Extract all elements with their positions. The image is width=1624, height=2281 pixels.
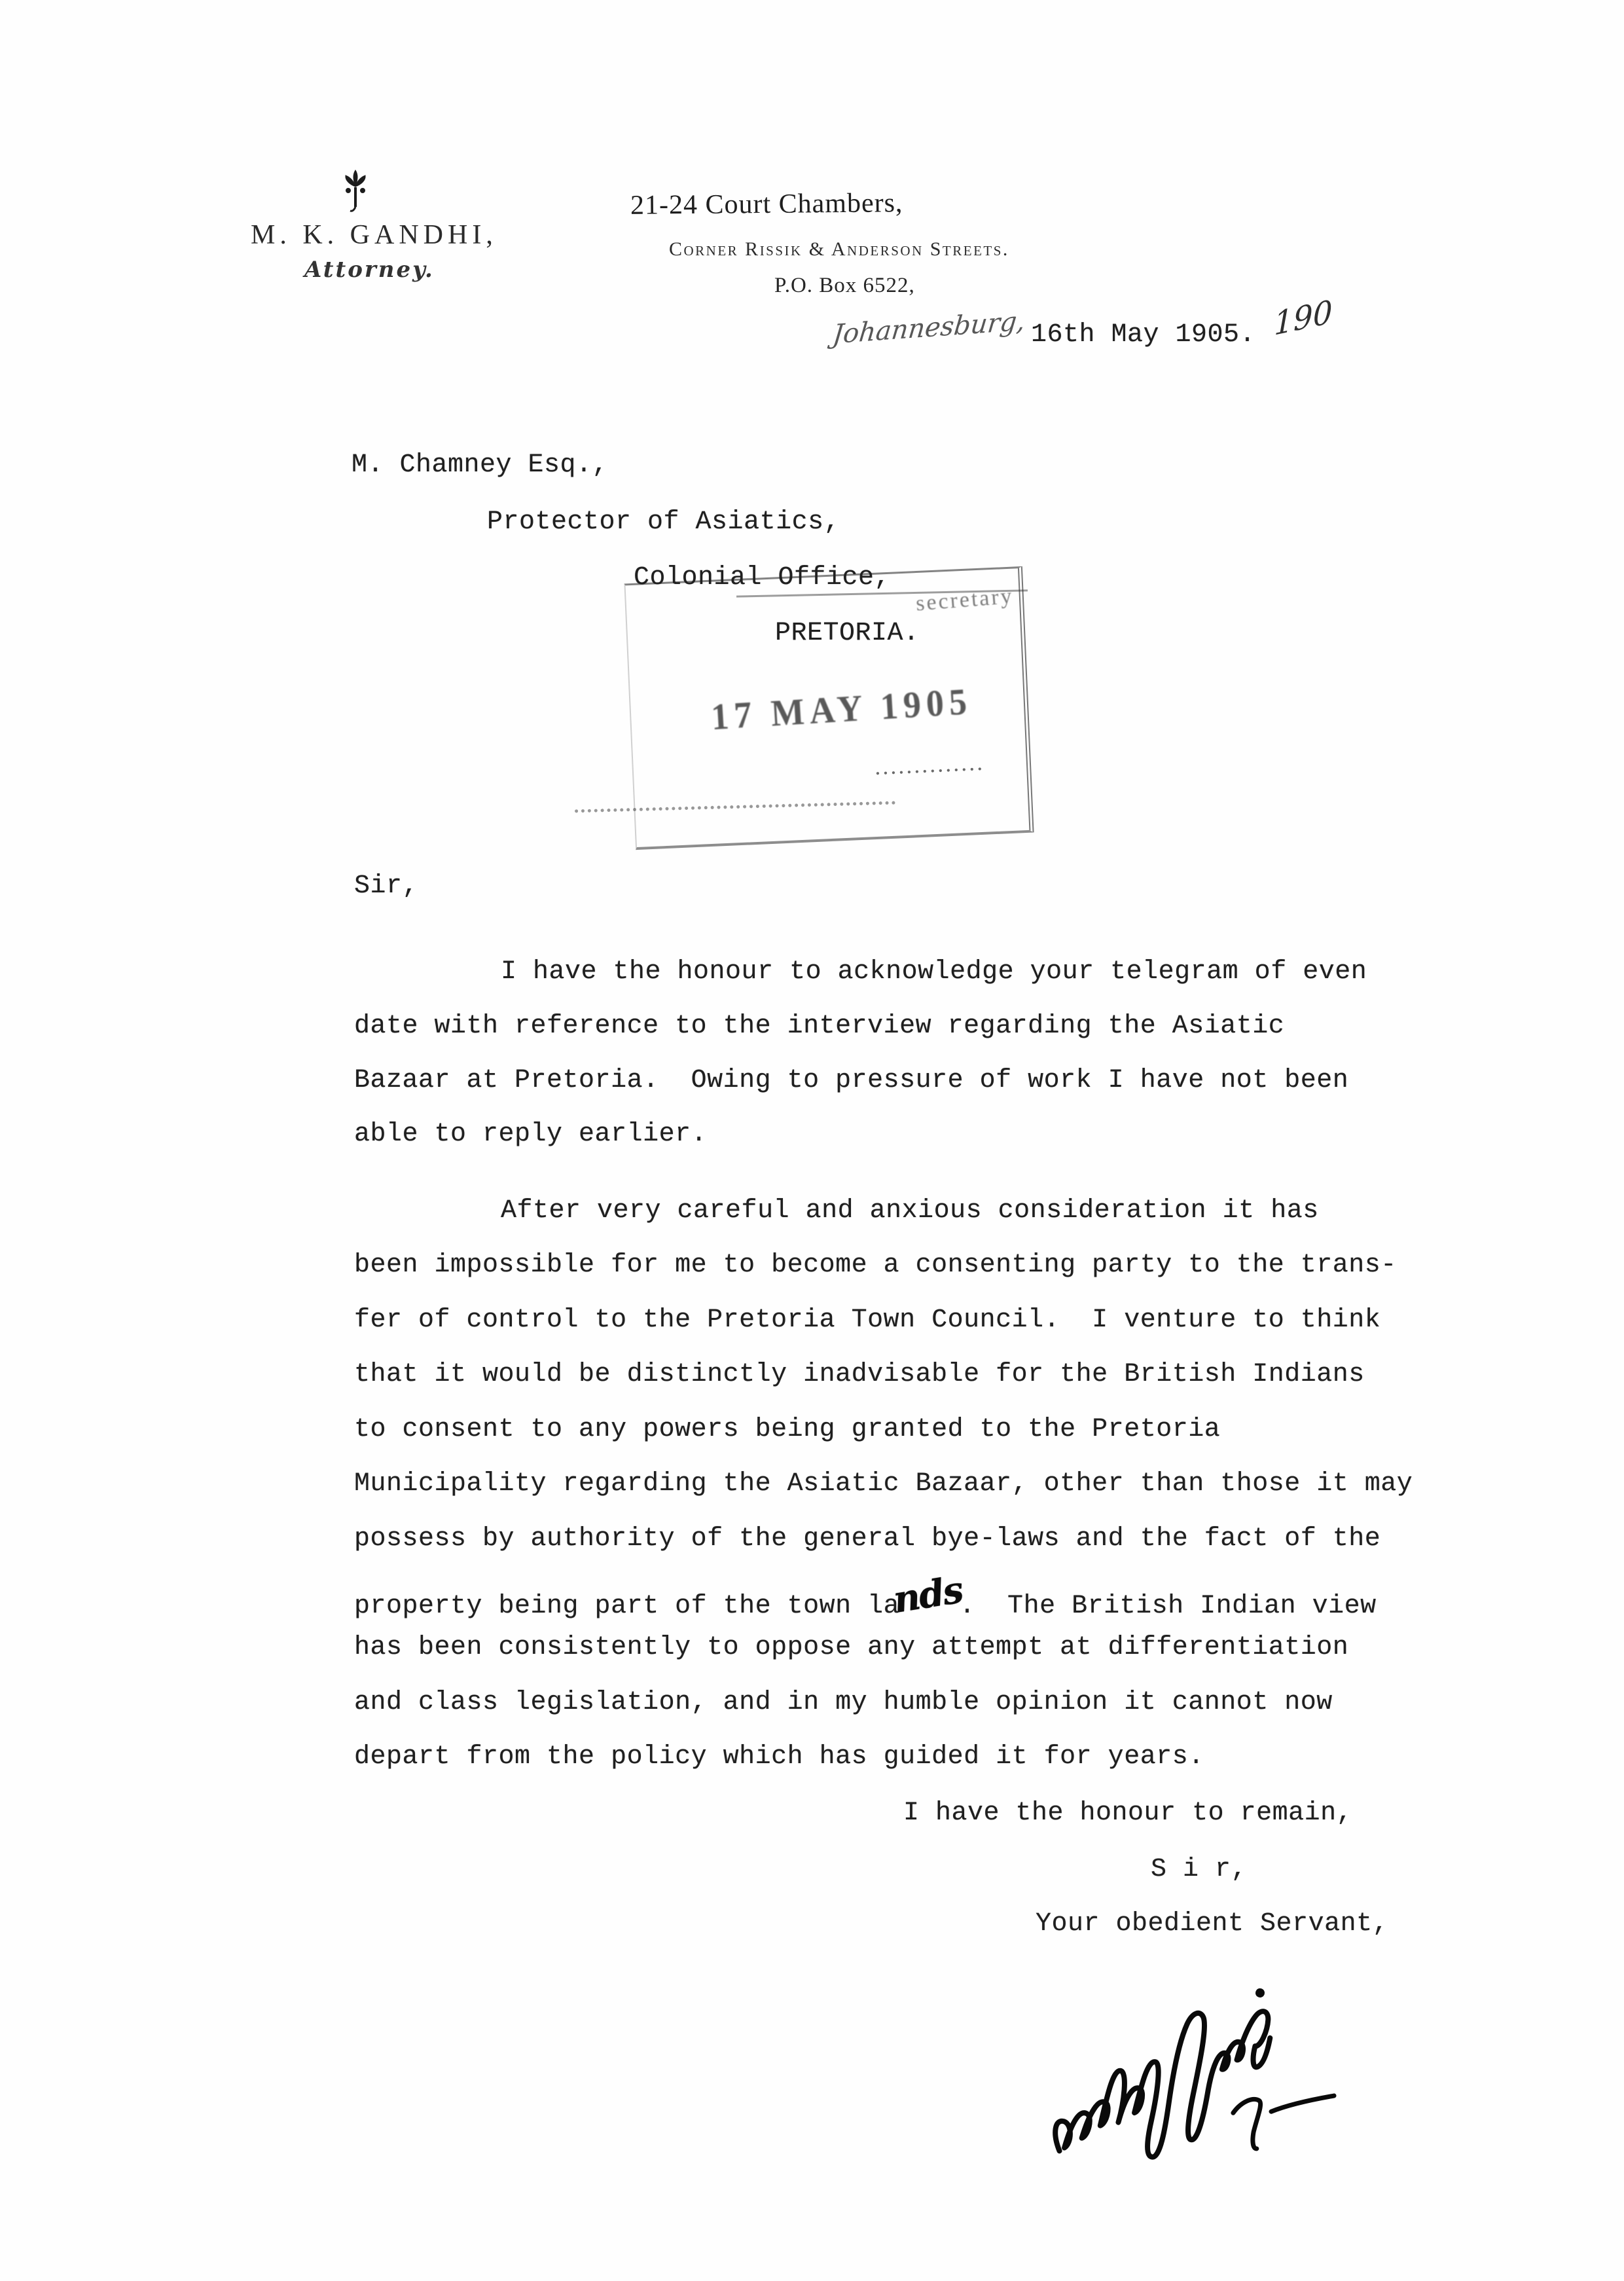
body-para2-line2: been impossible for me to become a consenting party to the trans- [354, 1250, 1397, 1280]
date-handwritten-note: 190 [1274, 293, 1333, 344]
body-para1-line2: date with reference to the interview regarding the Asiatic [354, 1012, 1285, 1041]
body-para1-line4: able to reply earlier. [354, 1120, 708, 1149]
recipient-line-1: M. Chamney Esq., [352, 450, 609, 480]
closing-line-3: Your obedient Servant, [1036, 1909, 1389, 1939]
closing-line-1: I have the honour to remain, [903, 1798, 1353, 1828]
closing-line-2: S i r, [1151, 1855, 1248, 1884]
body-para2-line4: that it would be distinctly inadvisable for the British Indians [354, 1360, 1365, 1389]
recipient-line-2: Protector of Asiatics, [487, 507, 840, 537]
line8-handwritten-correction: nds [890, 1568, 965, 1622]
body-para2-line5: to consent to any powers being granted to the Pretoria [354, 1415, 1221, 1444]
body-para2-line1: After very careful and anxious consideration it has [501, 1196, 1319, 1226]
recipient-line-3: Colonial Office, [634, 563, 891, 593]
body-para1-line3: Bazaar at Pretoria. Owing to pressure of work I have not been [354, 1066, 1349, 1095]
body-para2-line6: Municipality regarding the Asiatic Bazaar, other than those it may [354, 1469, 1413, 1499]
stamp-received-date: 17 MAY 1905 [710, 680, 973, 738]
body-para2-line3: fer of control to the Pretoria Town Council. I venture to think [354, 1305, 1381, 1335]
body-para2-line8 [354, 1568, 1377, 1622]
body-para2-line9: has been consistently to oppose any attempt at differentiation [354, 1633, 1349, 1662]
signature-handwriting [1024, 1941, 1365, 2180]
letterhead-name: M. K. GANDHI, [251, 220, 497, 250]
recipient-line-4: PRETORIA. [775, 619, 920, 648]
line8-typed-post: . The British Indian view [959, 1592, 1377, 1621]
body-para2-line10: and class legislation, and in my humble opinion it cannot now [354, 1688, 1333, 1717]
stamp-secretary-text: secretary [915, 583, 1015, 616]
body-para1-line1: I have the honour to acknowledge your telegram of even [501, 957, 1367, 987]
letterhead-title: Attorney. [304, 257, 435, 283]
letterhead-address-line2: Corner Rissik & Anderson Streets. [669, 238, 1009, 260]
letterhead-place-script: Johannesburg, [831, 306, 1027, 350]
body-para2-line11: depart from the policy which has guided it for years. [354, 1742, 1204, 1772]
body-para2-line7: possess by authority of the general bye-laws and the fact of the [354, 1524, 1381, 1554]
stamp-dotted-row: .............. [874, 748, 985, 780]
line8-typed-pre: property being part of the town la [354, 1592, 900, 1621]
date-typed: 16th May 1905. [1031, 320, 1256, 350]
letterhead-address-line3: P.O. Box 6522, [774, 274, 915, 297]
letterhead-fleuron-icon [340, 169, 370, 217]
salutation: Sir, [354, 871, 419, 901]
letterhead-address-line1: 21-24 Court Chambers, [630, 188, 903, 221]
